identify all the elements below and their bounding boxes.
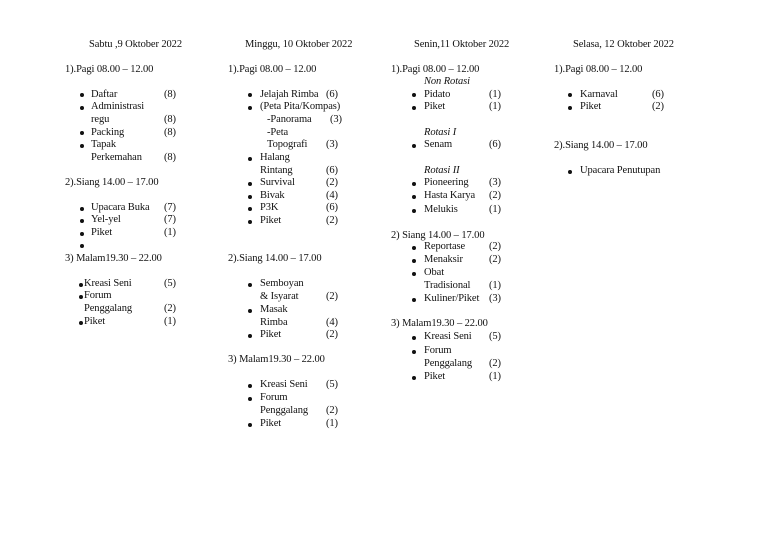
session-heading: 1).Pagi 08.00 – 12.00	[65, 64, 154, 75]
count: (1)	[489, 101, 501, 112]
day-title: Selasa, 12 Oktober 2022	[573, 39, 674, 50]
activity: Karnaval	[580, 89, 618, 100]
activity: Forum	[260, 392, 288, 403]
activity: Upacara Buka	[91, 202, 150, 213]
bullet	[248, 283, 252, 287]
activity: Masak	[260, 304, 288, 315]
activity-cont: Perkemahan	[91, 152, 142, 163]
count: (2)	[326, 329, 338, 340]
bullet	[412, 259, 416, 263]
bullet	[248, 106, 252, 110]
bullet	[412, 182, 416, 186]
bullet	[248, 384, 252, 388]
count: (2)	[489, 241, 501, 252]
activity: Pioneering	[424, 177, 469, 188]
day-title: Minggu, 10 Oktober 2022	[245, 39, 353, 50]
session-heading: 2).Siang 14.00 – 17.00	[554, 140, 648, 151]
activity: Pidato	[424, 89, 451, 100]
count: (2)	[164, 303, 176, 314]
bullet	[412, 376, 416, 380]
activity: Piket	[260, 418, 282, 429]
activity-cont: Penggalang	[424, 358, 472, 369]
activity: Semboyan	[260, 278, 304, 289]
bullet	[80, 131, 84, 135]
activity: Piket	[424, 371, 446, 382]
activity: Packing	[91, 127, 125, 138]
activity: Kreasi Seni	[260, 379, 308, 390]
bullet	[412, 246, 416, 250]
bullet	[80, 244, 84, 248]
bullet	[79, 321, 83, 325]
count: (4)	[326, 190, 338, 201]
activity-cont: & Isyarat	[260, 291, 299, 302]
bullet	[248, 423, 252, 427]
count: (1)	[164, 316, 176, 327]
activity: Tapak	[91, 139, 117, 150]
bullet	[248, 93, 252, 97]
bullet	[412, 144, 416, 148]
session-heading: 3) Malam19.30 – 22.00	[65, 253, 162, 264]
activity: Reportase	[424, 241, 466, 252]
activity: Forum	[84, 290, 112, 301]
count: (6)	[326, 202, 338, 213]
activity: Jelajah Rimba	[260, 89, 319, 100]
bullet	[79, 295, 83, 299]
activity: Obat	[424, 267, 445, 278]
activity-cont: Tradisional	[424, 280, 471, 291]
activity: Forum	[424, 345, 452, 356]
activity: Daftar	[91, 89, 118, 100]
count: (2)	[489, 254, 501, 265]
count: (8)	[164, 152, 176, 163]
bullet	[568, 106, 572, 110]
bullet	[412, 272, 416, 276]
count: (1)	[489, 204, 501, 215]
bullet	[80, 219, 84, 223]
count: (8)	[164, 89, 176, 100]
activity-cont: Rintang	[260, 165, 293, 176]
count: (2)	[326, 215, 338, 226]
activity: Piket	[91, 227, 113, 238]
activity: -Panorama	[267, 114, 312, 125]
activity: (Peta Pita/Kompas)	[260, 101, 341, 112]
bullet	[248, 182, 252, 186]
activity-cont: Penggalang	[260, 405, 308, 416]
count: (2)	[326, 177, 338, 188]
session-heading: 2).Siang 14.00 – 17.00	[65, 177, 159, 188]
bullet	[80, 232, 84, 236]
count: (1)	[164, 227, 176, 238]
count: (1)	[489, 280, 501, 291]
bullet	[412, 336, 416, 340]
activity: Kreasi Seni	[424, 331, 472, 342]
activity: Melukis	[424, 204, 458, 215]
activity: Administrasi	[91, 101, 145, 112]
bullet	[248, 334, 252, 338]
activity: -Peta	[267, 127, 289, 138]
session-heading: 3) Malam19.30 – 22.00	[228, 354, 325, 365]
activity: Hasta Karya	[424, 190, 476, 201]
bullet	[412, 209, 416, 213]
day-title: Sabtu ,9 Oktober 2022	[89, 39, 182, 50]
bullet	[80, 106, 84, 110]
count: (7)	[164, 202, 176, 213]
count: (6)	[326, 89, 338, 100]
count: (8)	[164, 127, 176, 138]
activity: Kreasi Seni	[84, 278, 132, 289]
activity: Piket	[580, 101, 602, 112]
day-title: Senin,11 Oktober 2022	[414, 39, 510, 50]
count: (6)	[326, 165, 338, 176]
count: (5)	[164, 278, 176, 289]
bullet	[80, 207, 84, 211]
count: (2)	[652, 101, 664, 112]
count: (1)	[489, 89, 501, 100]
count: (2)	[326, 405, 338, 416]
count: (3)	[330, 114, 342, 125]
session-heading: 1).Pagi 08.00 – 12.00	[554, 64, 643, 75]
bullet	[248, 220, 252, 224]
activity: Piket	[260, 215, 282, 226]
activity-cont: Penggalang	[84, 303, 132, 314]
count: (2)	[326, 291, 338, 302]
count: (6)	[652, 89, 664, 100]
count: (3)	[489, 293, 501, 304]
bullet	[80, 144, 84, 148]
count: (4)	[326, 317, 338, 328]
activity: Kuliner/Piket	[424, 293, 480, 304]
session-heading: 2) Siang 14.00 – 17.00	[391, 230, 485, 241]
session-heading: 2).Siang 14.00 – 17.00	[228, 253, 322, 264]
count: (5)	[326, 379, 338, 390]
bullet	[248, 309, 252, 313]
count: (8)	[164, 114, 176, 125]
count: (1)	[489, 371, 501, 382]
rotation-label: Rotasi I	[424, 127, 457, 138]
bullet	[412, 350, 416, 354]
session-heading: 3) Malam19.30 – 22.00	[391, 318, 488, 329]
activity-cont: Topografi	[267, 139, 308, 150]
activity-cont: Rimba	[260, 317, 288, 328]
activity: Upacara Penutupan	[580, 165, 661, 176]
session-heading: 1).Pagi 08.00 – 12.00	[391, 64, 480, 75]
activity: Yel-yel	[91, 214, 121, 225]
activity: Halang	[260, 152, 290, 163]
activity: Piket	[424, 101, 446, 112]
rotation-label: Non Rotasi	[424, 76, 470, 87]
bullet	[248, 195, 252, 199]
session-heading: 1).Pagi 08.00 – 12.00	[228, 64, 317, 75]
count: (1)	[326, 418, 338, 429]
rotation-label: Rotasi II	[424, 165, 460, 176]
bullet	[568, 170, 572, 174]
count: (3)	[326, 139, 338, 150]
bullet	[412, 106, 416, 110]
count: (3)	[489, 177, 501, 188]
count: (6)	[489, 139, 501, 150]
bullet	[412, 298, 416, 302]
bullet	[79, 283, 83, 287]
count: (7)	[164, 214, 176, 225]
activity: Menaksir	[424, 254, 463, 265]
count: (2)	[489, 190, 501, 201]
activity: Survival	[260, 177, 295, 188]
count: (2)	[489, 358, 501, 369]
count: (5)	[489, 331, 501, 342]
bullet	[248, 397, 252, 401]
bullet	[412, 195, 416, 199]
activity: P3K	[260, 202, 279, 213]
activity: Senam	[424, 139, 453, 150]
activity: Piket	[84, 316, 106, 327]
bullet	[248, 157, 252, 161]
activity: Piket	[260, 329, 282, 340]
activity-cont: regu	[91, 114, 110, 125]
activity: Bivak	[260, 190, 285, 201]
bullet	[80, 93, 84, 97]
bullet	[412, 93, 416, 97]
bullet	[568, 93, 572, 97]
bullet	[248, 207, 252, 211]
